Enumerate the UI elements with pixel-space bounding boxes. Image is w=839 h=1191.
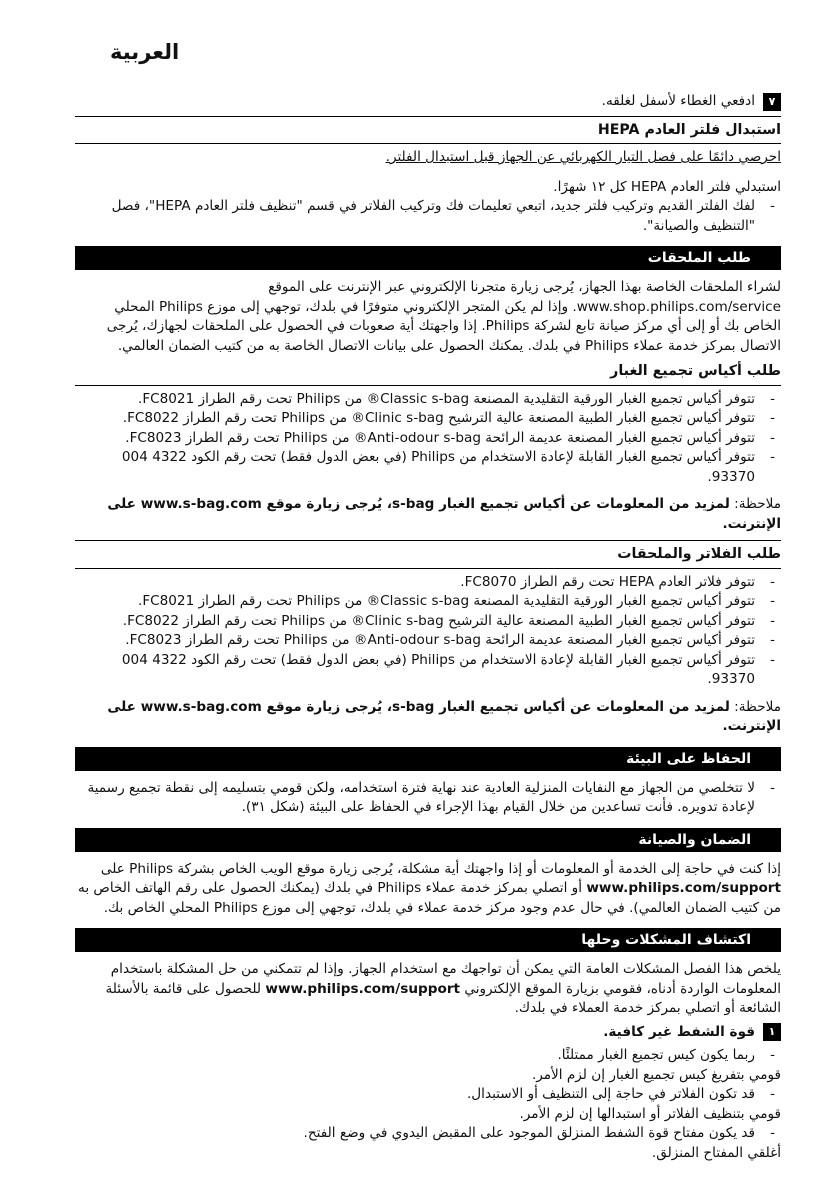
support-link[interactable]: www.philips.com/support (265, 980, 461, 997)
hepa-intro: استبدلي فلتر العادم HEPA كل ١٢ شهرًا. (553, 178, 781, 195)
note-text: لمزيد من المعلومات عن أكياس تجميع الغبار s-bag، يُرجى زيارة موقع www.s-bag.com على الإنترنت. (107, 496, 781, 532)
filters-note (75, 698, 781, 737)
list-item: - تتوفر أكياس تجميع الغبار الطبية المصنعة عالية الترشيح Clinic s-bag® من Philips تحت رقم الطراز FC8022. (75, 409, 781, 429)
troubleshooting-text (75, 960, 781, 1019)
content (75, 92, 781, 1163)
dustbags-list (75, 390, 781, 488)
problem-causes (75, 1046, 781, 1163)
filters-title: طلب الفلاتر والملحقات (617, 546, 781, 562)
section-header-guarantee: الضمان والصيانة (75, 828, 781, 852)
list-item: - تتوفر أكياس تجميع الغبار القابلة لإعادة الاستخدام من Philips (في بعض الدول فقط) تحت رقم الكود 4322 004 93370. (75, 448, 781, 487)
list-item: - تتوفر أكياس تجميع الغبار الطبية المصنعة عالية الترشيح Clinic s-bag® من Philips تحت رقم الطراز FC8022. (75, 612, 781, 632)
list-item: - تتوفر أكياس تجميع الغبار الورقية التقليدية المصنعة Classic s-bag® من Philips تحت رقم الطراز FC8021. (75, 390, 781, 410)
note-label: ملاحظة: (734, 698, 781, 715)
divider (75, 568, 781, 569)
support-link[interactable]: www.philips.com/support (586, 880, 781, 896)
list-item: - تتوفر أكياس تجميع الغبار المصنعة عديمة الرائحة Anti-odour s-bag® من Philips تحت رقم الطراز FC8023. (75, 631, 781, 651)
step-number: ٧ (763, 93, 781, 111)
list-item: - تتوفر أكياس تجميع الغبار المصنعة عديمة الرائحة Anti-odour s-bag® من Philips تحت رقم الطراز FC8023. (75, 429, 781, 449)
environment-list (75, 779, 781, 818)
troubleshooting-text-before: يلخص هذا الفصل المشكلات العامة التي يمكن أن تواجهك مع استخدام الجهاز. وإذا لم تتمكني من حل المشكلة باستخدام المعلومات الواردة أدناه، فقومي بزيارة الموقع الإلكتروني (110, 961, 781, 997)
solution-item: أغلقي المفتاح المنزلق. (651, 1144, 781, 1161)
note-text: لمزيد من المعلومات عن أكياس تجميع الغبار s-bag، يُرجى زيارة موقع www.s-bag.com على الإنترنت. (107, 698, 781, 734)
problem-number: ١ (763, 1023, 781, 1041)
guarantee-text-before: إذا كنت في حاجة إلى الخدمة أو المعلومات أو إذا واجهتك أية مشكلة، يُرجى زيارة موقع الويب الخاص بشركة Philips على (100, 860, 781, 877)
cause-item: - قد تكون الفلاتر في حاجة إلى التنظيف أو الاستبدال. (75, 1085, 781, 1105)
step-text: ادفعي الغطاء لأسفل لغلقه. (601, 93, 755, 109)
accessories-text: لشراء الملحقات الخاصة بهذا الجهاز، يُرجى زيارة متجرنا الإلكتروني عبر الإنترنت على الموقع www.shop.philips.com/service. وإذا لم يكن المتجر الإلكتروني متوفرًا في بلدك، توجهي إلى موزع Philips المحلي الخاص بك أو إلى أي مركز صيانة تابع لشركة Philips. إذا واجهتك أية صعوبات في الحصول على الملحقات لجهازك، يُرجى الاتصال بمركز خدمة عملاء Philips في بلدك. يمكنك الحصول على بيانات الاتصال الخاصة به من كتيب الضمان العالمي. (106, 279, 781, 354)
guarantee-text-after: أو اتصلي بمركز خدمة عملاء Philips في بلدك (يمكنك الحصول على رقم الهاتف الخاص به من كتيب الضمان العالمي). في حال عدم وجود مركز خدمة عملاء في بلدك، توجهي إلى موزع Philips المحلي الخاص بك. (78, 880, 781, 916)
dustbags-title: طلب أكياس تجميع الغبار (610, 363, 781, 379)
section-header-troubleshooting: اكتشاف المشكلات وحلها (75, 928, 781, 952)
guarantee-text (75, 860, 781, 919)
solution-item: قومي بتفريغ كيس تجميع الغبار إن لزم الأمر. (531, 1066, 781, 1083)
dustbags-note (75, 495, 781, 534)
hepa-warning: احرصي دائمًا على فصل التيار الكهربائي عن الجهاز قبل استبدال الفلتر. (385, 149, 781, 165)
cause-item: - قد يكون مفتاح قوة الشفط المنزلق الموجود على المقبض اليدوي في وضع الفتح. (75, 1124, 781, 1144)
step-7 (75, 92, 781, 112)
section-header-accessories: طلب الملحقات (75, 246, 781, 270)
section-header-environment: الحفاظ على البيئة (75, 747, 781, 771)
divider (75, 116, 781, 117)
troubleshooting-text-after: للحصول على قائمة بالأسئلة الشائعة أو اتصلي بمركز خدمة العملاء في بلدك. (105, 980, 781, 1016)
problem-title: قوة الشفط غير كافية. (603, 1023, 755, 1040)
solution-item: قومي بتنظيف الفلاتر أو استبدالها إن لزم الأمر. (519, 1105, 781, 1122)
list-item: - تتوفر أكياس تجميع الغبار الورقية التقليدية المصنعة Classic s-bag® من Philips تحت رقم الطراز FC8021. (75, 592, 781, 612)
divider (75, 143, 781, 144)
list-item: - لا تتخلصي من الجهاز مع النفايات المنزلية العادية عند نهاية فترة استخدامه، ولكن قومي بتسليمه إلى نقطة تجميع رسمية لإعادة تدويره. فأنت تساعدين من خلال القيام بهذا الإجراء في الحفاظ على البيئة (شكل ٣١). (75, 779, 781, 818)
hepa-title: استبدال فلتر العادم HEPA (597, 121, 781, 138)
divider (75, 540, 781, 541)
divider (75, 385, 781, 386)
note-label: ملاحظة: (734, 496, 781, 512)
language-label: العربية (110, 40, 180, 64)
list-item: - لفك الفلتر القديم وتركيب فلتر جديد، اتبعي تعليمات فك وتركيب الفلاتر في قسم "تنظيف فلتر العادم HEPA"، فصل "التنظيف والصيانة". (75, 197, 781, 236)
hepa-list (75, 197, 781, 236)
filters-list (75, 573, 781, 690)
list-item: - تتوفر فلاتر العادم HEPA تحت رقم الطراز FC8070. (75, 573, 781, 593)
cause-item: - ربما يكون كيس تجميع الغبار ممتلئًا. (75, 1046, 781, 1066)
problem-1 (75, 1023, 781, 1043)
list-item: - تتوفر أكياس تجميع الغبار القابلة لإعادة الاستخدام من Philips (في بعض الدول فقط) تحت رقم الكود 4322 004 93370. (75, 651, 781, 690)
